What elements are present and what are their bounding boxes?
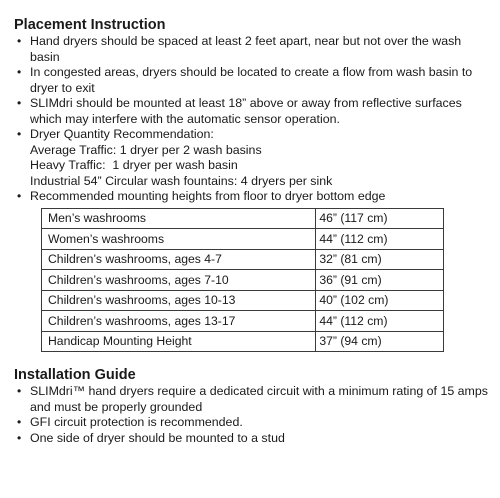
- table-row: [42, 208, 444, 229]
- table-row: [42, 249, 444, 270]
- table-cell-height: 46” (117 cm): [316, 208, 444, 229]
- table-cell-location: Children’s washrooms, ages 13-17: [42, 311, 316, 332]
- list-item: • One side of dryer should be mounted to a stud: [14, 431, 490, 447]
- list-item: • Recommended mounting heights from floor to dryer bottom edge: [14, 189, 490, 205]
- placement-heading: Placement Instruction: [14, 17, 166, 33]
- placement-list: [14, 34, 490, 205]
- table-cell-height: 44” (112 cm): [316, 229, 444, 250]
- quantity-line: Heavy Traffic: 1 dryer per wash basin: [30, 158, 238, 172]
- table-row: [42, 229, 444, 250]
- quantity-lines: [30, 143, 490, 190]
- installation-heading: Installation Guide: [14, 367, 136, 383]
- list-item: • Hand dryers should be spaced at least 2 feet apart, near but not over the wash basin: [14, 34, 490, 65]
- table-row: [42, 290, 444, 311]
- table-cell-location: Children’s washrooms, ages 10-13: [42, 290, 316, 311]
- table-cell-location: Handicap Mounting Height: [42, 331, 316, 352]
- table-cell-location: Children’s washrooms, ages 7-10: [42, 270, 316, 291]
- table-cell-location: Men’s washrooms: [42, 208, 316, 229]
- mounting-heights-table: [41, 208, 444, 353]
- quantity-line: Industrial 54” Circular wash fountains: 4 dryers per sink: [30, 173, 333, 188]
- list-item: • GFI circuit protection is recommended.: [14, 415, 490, 431]
- table-cell-height: 40” (102 cm): [316, 290, 444, 311]
- installation-list: [14, 384, 490, 446]
- table-cell-location: Women’s washrooms: [42, 229, 316, 250]
- quantity-heading: • Dryer Quantity Recommendation:: [30, 127, 214, 141]
- table-cell-height: 32” (81 cm): [316, 249, 444, 270]
- table-row: [42, 331, 444, 352]
- list-item: [14, 127, 490, 189]
- table-cell-location: Children’s washrooms, ages 4-7: [42, 249, 316, 270]
- table-cell-height: 37” (94 cm): [316, 331, 444, 352]
- table-cell-height: 44” (112 cm): [316, 311, 444, 332]
- table-row: [42, 311, 444, 332]
- quantity-line: Average Traffic: 1 dryer per 2 wash basins: [30, 142, 262, 157]
- list-item: • In congested areas, dryers should be located to create a flow from wash basin to dryer to exit: [14, 65, 490, 96]
- list-item: • SLIMdri™ hand dryers require a dedicated circuit with a minimum rating of 15 amps and must be properly grounded: [14, 384, 490, 415]
- list-item: • SLIMdri should be mounted at least 18” above or away from reflective surfaces which may interfere with the automatic sensor operation.: [14, 96, 490, 127]
- table-row: [42, 270, 444, 291]
- table-cell-height: 36” (91 cm): [316, 270, 444, 291]
